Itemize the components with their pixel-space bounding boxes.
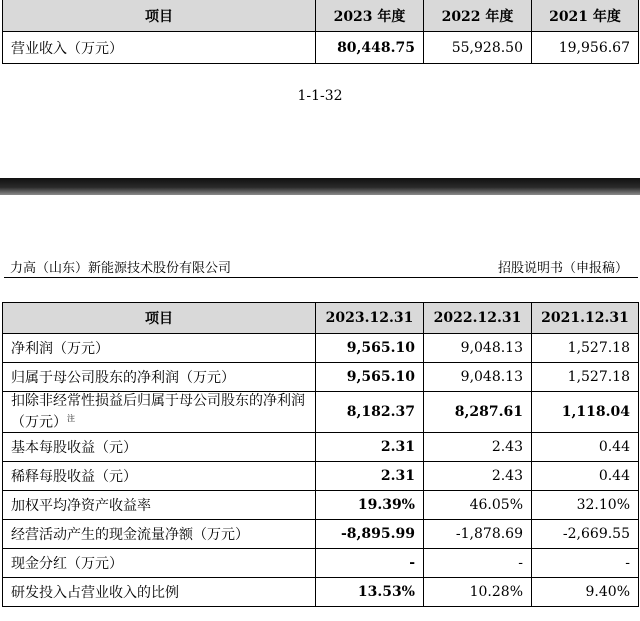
- header-year-2023: 2023 年度: [316, 0, 424, 32]
- value-2023: 2.31: [316, 432, 424, 461]
- table-row: [3, 432, 639, 461]
- header-date-2021: 2021.12.31: [532, 303, 639, 334]
- table-row: [3, 363, 639, 392]
- value-2022: -: [424, 548, 532, 577]
- table-header-row: [3, 303, 639, 334]
- value-2022: 55,928.50: [424, 32, 532, 64]
- row-label: 归属于母公司股东的净利润（万元）: [3, 363, 316, 392]
- row-label: 经营活动产生的现金流量净额（万元）: [3, 519, 316, 548]
- table-row: [3, 461, 639, 490]
- table-row: [3, 577, 639, 606]
- row-label: 研发投入占营业收入的比例: [3, 577, 316, 606]
- row-label: 加权平均净资产收益率: [3, 490, 316, 519]
- value-2021: 0.44: [532, 461, 639, 490]
- company-name: 力高（山东）新能源技术股份有限公司: [10, 261, 232, 276]
- header-year-2021: 2021 年度: [532, 0, 639, 32]
- value-2023: 19.39%: [316, 490, 424, 519]
- header-rule: [4, 277, 638, 278]
- table-row: [3, 32, 639, 64]
- value-2021: -: [532, 548, 639, 577]
- table-header-row: [3, 0, 639, 32]
- footnote-marker: 注: [67, 414, 75, 423]
- value-2023: 8,182.37: [316, 392, 424, 433]
- value-2022: 10.28%: [424, 577, 532, 606]
- page-break-bar: [0, 178, 640, 195]
- value-2021: 0.44: [532, 432, 639, 461]
- row-label: 基本每股收益（元）: [3, 432, 316, 461]
- value-2023: -: [316, 548, 424, 577]
- value-2023: -8,895.99: [316, 519, 424, 548]
- revenue-table: [2, 0, 639, 64]
- table-row: [3, 548, 639, 577]
- row-label-cell: [3, 392, 316, 433]
- value-2023: 80,448.75: [316, 32, 424, 64]
- table-row: [3, 519, 639, 548]
- value-2023: 9,565.10: [316, 363, 424, 392]
- table-row: [3, 334, 639, 363]
- value-2023: 2.31: [316, 461, 424, 490]
- value-2021: 1,118.04: [532, 392, 639, 433]
- header-item: 项目: [3, 303, 316, 334]
- value-2023: 13.53%: [316, 577, 424, 606]
- header-year-2022: 2022 年度: [424, 0, 532, 32]
- value-2021: 32.10%: [532, 490, 639, 519]
- value-2022: 2.43: [424, 461, 532, 490]
- row-label: 稀释每股收益（元）: [3, 461, 316, 490]
- value-2022: 46.05%: [424, 490, 532, 519]
- value-2023: 9,565.10: [316, 334, 424, 363]
- header-date-2023: 2023.12.31: [316, 303, 424, 334]
- financial-indicators-table: [2, 302, 639, 607]
- table-row: [3, 392, 639, 433]
- table-row: [3, 490, 639, 519]
- value-2022: -1,878.69: [424, 519, 532, 548]
- row-label: 现金分红（万元）: [3, 548, 316, 577]
- value-2021: 1,527.18: [532, 334, 639, 363]
- page-number: 1-1-32: [297, 88, 343, 104]
- document-title: 招股说明书（申报稿）: [497, 261, 628, 276]
- row-label: 扣除非经常性损益后归属于母公司股东的净利润（万元）: [11, 393, 305, 431]
- value-2021: 19,956.67: [532, 32, 639, 64]
- header-item: 项目: [3, 0, 316, 32]
- row-label: 净利润（万元）: [3, 334, 316, 363]
- value-2022: 9,048.13: [424, 334, 532, 363]
- value-2021: 1,527.18: [532, 363, 639, 392]
- value-2022: 8,287.61: [424, 392, 532, 433]
- value-2021: -2,669.55: [532, 519, 639, 548]
- value-2022: 2.43: [424, 432, 532, 461]
- value-2021: 9.40%: [532, 577, 639, 606]
- header-date-2022: 2022.12.31: [424, 303, 532, 334]
- value-2022: 9,048.13: [424, 363, 532, 392]
- row-label: 营业收入（万元）: [3, 32, 316, 64]
